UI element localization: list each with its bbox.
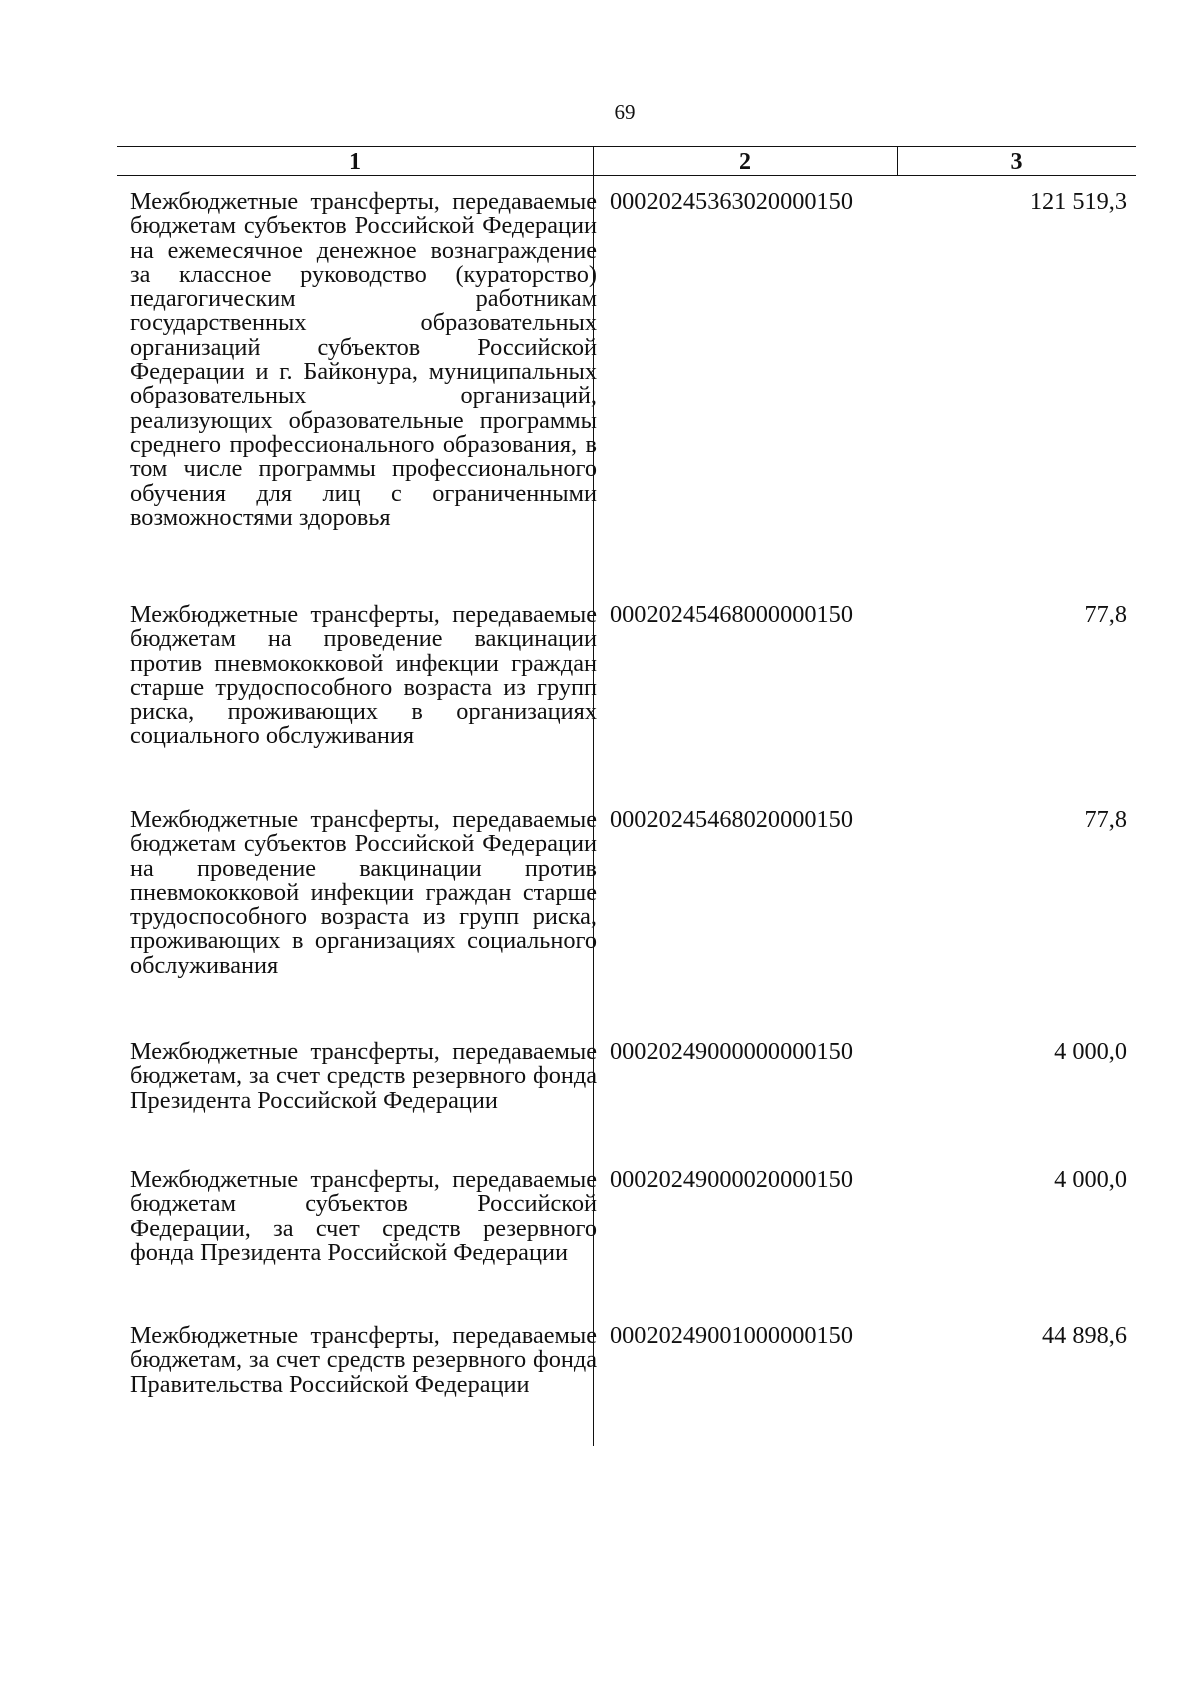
amount: 77,8 <box>1084 806 1127 833</box>
column-header-1: 1 <box>349 149 361 175</box>
transfer-description: Межбюджетные трансферты, передаваемые бюджетам субъектов Российской Федерации на ежемесячное денежное вознаграждение за классное руководство (кураторство) педагогическим работникам государственных образовательных организаций субъектов Российской Федерации и г. Байконура, муниципальных образовательных организаций, реализующих образовательные программы среднего профессионального образования, в том числе программы профессионального обучения для лиц с ограниченными возможностями здоровья <box>130 188 597 531</box>
column-header-2: 2 <box>739 149 751 175</box>
transfer-description: Межбюджетные трансферты, передаваемые бюджетам, за счет средств резервного фонда Правительства Российской Федерации <box>130 1322 597 1398</box>
budget-code: 00020249000000000150 <box>610 1038 853 1065</box>
budget-code: 00020245468000000150 <box>610 601 853 628</box>
amount: 77,8 <box>1084 601 1127 628</box>
budget-code: 00020245468020000150 <box>610 806 853 833</box>
budget-code: 00020249001000000150 <box>610 1322 853 1349</box>
transfer-description: Межбюджетные трансферты, передаваемые бюджетам субъектов Российской Федерации на проведение вакцинации против пневмококковой инфекции граждан старше трудоспособного возраста из групп риска, проживающих в организациях социального обслуживания <box>130 806 597 979</box>
amount: 44 898,6 <box>1041 1322 1127 1349</box>
amount: 4 000,0 <box>1054 1166 1127 1193</box>
amount: 121 519,3 <box>1029 188 1127 215</box>
budget-code: 00020249000020000150 <box>610 1166 853 1193</box>
transfer-description: Межбюджетные трансферты, передаваемые бюджетам, за счет средств резервного фонда Президента Российской Федерации <box>130 1038 597 1114</box>
transfer-description: Межбюджетные трансферты, передаваемые бюджетам на проведение вакцинации против пневмококковой инфекции граждан старше трудоспособного возраста из групп риска, проживающих в организациях социального обслуживания <box>130 601 597 750</box>
budget-code: 00020245363020000150 <box>610 188 853 215</box>
column-header-3: 3 <box>1010 149 1023 175</box>
page-number: 69 <box>614 100 636 124</box>
amount: 4 000,0 <box>1054 1038 1127 1065</box>
transfer-description: Межбюджетные трансферты, передаваемые бюджетам субъектов Российской Федерации, за счет средств резервного фонда Президента Российской Федерации <box>130 1166 597 1266</box>
budget-table <box>117 146 1136 1446</box>
